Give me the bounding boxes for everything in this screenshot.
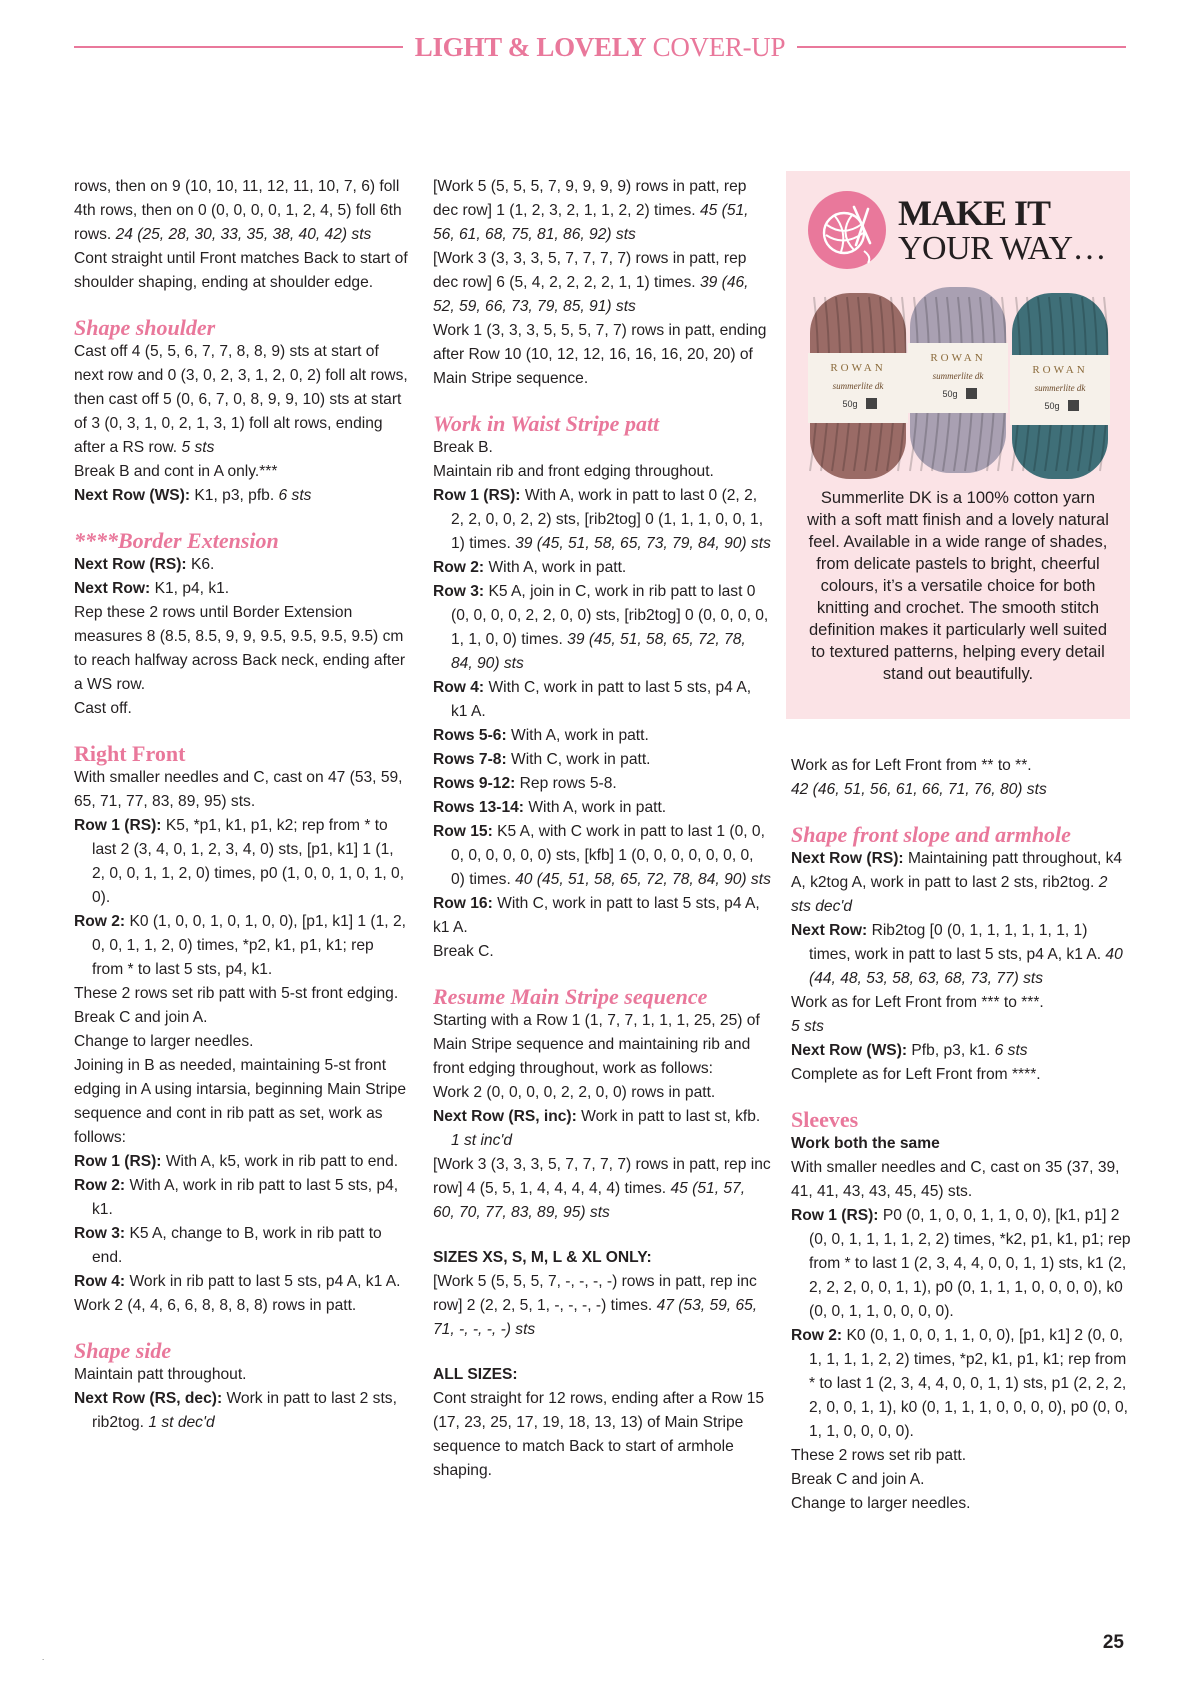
row-text: Maintaining patt throughout, k4 A, k2tog A, work in patt to last 2 sts, rib2tog. [791,850,1123,891]
row-text: K0 (0, 1, 0, 0, 1, 1, 0, 0), [p1, k1] 2 (0, 0, 1, 1, 1, 1, 2, 2) times, *p2, k1, p1, k1; rep from * to last 1 (2, 3, 4, 4, 0, 0, 1, 1) sts, p1 (2, 2, 2, 2, 0, 0, 1, 1), k0 (0, 1, 1, 1, 0, 0, 0, 0), p0 (0, 0, 1, 1, 0, 0, 0, 0). [809,1327,1128,1440]
stitch-count: 45 (51, 57, 60, 70, 77, 83, 89, 95) sts [433,1180,746,1221]
row-label: Row 4: [433,679,485,696]
row-label: Row 2: [74,913,126,930]
instruction-text [74,175,409,247]
instruction-row [74,1387,409,1435]
instruction-text [74,460,409,484]
stitch-count: 39 (45, 51, 58, 65, 72, 78, 84, 90) sts [451,631,746,672]
instruction-text [791,1444,1131,1468]
size-caption: ALL SIZES: [433,1366,518,1383]
yarn-skeins-image [806,283,1110,481]
row-text: With A, k5, work in rib patt to end. [161,1153,399,1170]
instruction-text [791,1492,1131,1516]
row-text: Rep these 2 rows until Border Extension measures 8 (8.5, 8.5, 9, 9, 9.5, 9.5, 9.5, 9.5) cm to reach halfway across Back neck, ending after a WS row. [74,604,406,693]
row-label: Row 1 (RS): [74,1153,162,1170]
section-heading: Shape front slope and armhole [791,822,1071,847]
instruction-text [74,1294,409,1318]
instruction-row [791,919,1131,991]
row-text: Work 2 (4, 4, 6, 6, 8, 8, 8, 8) rows in patt. [74,1297,357,1314]
row-label: Rows 7-8: [433,751,507,768]
instruction-row [791,1324,1131,1444]
column-left [74,175,409,1435]
instruction-text [433,1081,771,1105]
make-it-your-way-box [786,171,1130,719]
yarn-skein [1010,293,1110,479]
instruction-text [433,1153,771,1225]
stitch-count: 47 (53, 59, 65, 71, -, -, -, -) sts [433,1297,758,1338]
column-right [791,754,1131,1516]
row-label: Row 2: [74,1177,126,1194]
row-text: With smaller needles and C, cast on 35 (37, 39, 41, 41, 43, 43, 45, 45) sts. [791,1159,1120,1200]
yarn-brand-label: ROWAN [930,352,986,364]
row-text: [Work 5 (5, 5, 5, 7, -, -, -, -) rows in patt, rep inc row] 2 (2, 2, 5, 1, -, -, -, -) times. [433,1273,757,1314]
yarn-skein [808,293,908,479]
row-text: Break C and join A. [74,1009,208,1026]
row-text: [Work 3 (3, 3, 3, 5, 7, 7, 7, 7) rows in patt, rep inc row] 4 (5, 5, 1, 4, 4, 4, 4, 4) times. [433,1156,771,1197]
instruction-row [74,1150,409,1174]
yarn-name-label: summerlite dk [1034,383,1086,393]
stitch-count: 5 sts [181,439,215,456]
row-label: Rows 9-12: [433,775,516,792]
row-text: With A, work in rib patt to last 5 sts, p4, k1. [92,1177,399,1218]
row-text: With C, work in patt to last 5 sts, p4 A, k1 A. [433,895,760,936]
row-text: Cast off 4 (5, 5, 6, 7, 7, 8, 8, 9) sts at start of next row and 0 (3, 0, 2, 3, 1, 2, 0, 2) foll alt rows, then cast off 5 (0, 6, 7, 0, 8, 9, 9, 10) sts at start of 3 (0, 3, 1, 0, 2, 1, 3, 1) foll alt rows, ending after a RS row. [74,343,408,456]
row-label: Row 16: [433,895,493,912]
section-heading: Shape side [74,1338,172,1363]
row-text: Work 2 (0, 0, 0, 0, 2, 2, 0, 0) rows in patt. [433,1084,716,1101]
pattern-title-rest: COVER-UP [652,31,786,62]
stitch-count: 40 (45, 51, 58, 65, 72, 78, 84, 90) sts [515,871,771,888]
stitch-count: 6 sts [994,1042,1028,1059]
instruction-row [74,1270,409,1294]
qr-code-icon [866,398,877,409]
yarn-skein [908,287,1008,473]
row-label: Next Row (WS): [74,487,191,504]
section-heading: Work in Waist Stripe patt [433,411,660,436]
row-text: Complete as for Left Front from ****. [791,1066,1041,1083]
qr-code-icon [1068,400,1079,411]
row-label: Next Row (WS): [791,1042,908,1059]
instruction-text [433,1009,771,1081]
row-label: Rows 5-6: [433,727,507,744]
row-label: Row 15: [433,823,493,840]
row-label: Rows 13-14: [433,799,524,816]
row-text: With C, work in patt. [506,751,651,768]
instruction-row [433,484,771,556]
box-blurb: Summerlite DK is a 100% cotton yarn with a soft matt finish and a lovely natural feel. Available in a wide range of shades, from delicate pastels to bright, cheerful colours, it’s a versatile choice for both knitting and crochet. The smooth stitch definition makes it particularly well suited to textured patterns, helping every detail stand out beautifully. [807,489,1109,683]
row-label: Row 2: [433,559,485,576]
instruction-text [74,601,409,697]
instruction-text [433,940,771,964]
instruction-text [74,1363,409,1387]
row-label: Next Row: [74,580,151,597]
row-text: K1, p4, k1. [150,580,230,597]
instruction-text [791,1156,1131,1204]
stitch-count: 40 (44, 48, 53, 58, 63, 68, 73, 77) sts [809,946,1123,987]
instruction-text [791,1015,1131,1039]
instruction-row [433,580,771,676]
row-text: K1, p3, pfb. [190,487,279,504]
stitch-count: 1 st dec'd [148,1414,215,1431]
stitch-count: 2 sts dec'd [791,874,1108,915]
row-label: Next Row (RS): [74,556,187,573]
instruction-text [74,766,409,814]
stitch-count: 6 sts [278,487,312,504]
row-text: K5 A, with C work in patt to last 1 (0, 0, 0, 0, 0, 0, 0, 0) sts, [kfb] 1 (0, 0, 0, 0, 0, 0, 0, 0) times. [451,823,765,888]
instruction-text [74,577,409,601]
stitch-count: 39 (46, 52, 59, 66, 73, 79, 85, 91) sts [433,274,749,315]
row-text: Work in patt to last 2 sts, rib2tog. [92,1390,397,1431]
row-label: Next Row (RS, inc): [433,1108,577,1125]
row-text: K5 A, change to B, work in rib patt to end. [92,1225,382,1266]
instruction-row [74,814,409,910]
box-heading-line2: YOUR WAY… [898,230,1107,267]
row-text: Work as for Left Front from ** to **. [791,757,1032,774]
corner-mark: . [42,1653,45,1662]
instruction-text [791,754,1131,778]
instruction-text [433,1387,771,1483]
row-text: Break B. [433,439,493,456]
header-rule-right [797,46,1126,48]
yarn-brand-label: ROWAN [830,362,886,374]
stitch-count: 42 (46, 51, 56, 61, 66, 71, 76, 80) sts [791,781,1047,798]
header-rule-left [74,46,403,48]
row-text: K5 A, join in C, work in rib patt to last 0 (0, 0, 0, 0, 2, 2, 0, 0) sts, [rib2tog] 0 (0, 0, 0, 0, 1, 1, 0, 0) times. [451,583,769,648]
yarn-name-label: summerlite dk [832,381,884,391]
instruction-text [74,1006,409,1030]
instruction-text [74,1054,409,1150]
pattern-title [403,32,797,63]
row-text: Break C and join A. [791,1471,925,1488]
yarn-weight-label: 50g [1044,401,1060,411]
row-label: Row 3: [74,1225,126,1242]
row-text: [Work 3 (3, 3, 3, 5, 7, 7, 7, 7) rows in patt, rep dec row] 6 (5, 4, 2, 2, 2, 2, 1, 1) times. [433,250,747,291]
row-label: Row 1 (RS): [791,1207,879,1224]
instruction-row [74,1174,409,1222]
row-label: Row 1 (RS): [74,817,162,834]
instruction-text [791,991,1131,1015]
section-heading: Sleeves [791,1107,859,1132]
row-text: With A, work in patt. [524,799,667,816]
row-text: Starting with a Row 1 (1, 7, 7, 1, 1, 1, 25, 25) of Main Stripe sequence and maintaining rib and front edging throughout, work as follows: [433,1012,760,1077]
row-text: Maintain rib and front edging throughout. [433,463,714,480]
row-label: Work both the same [791,1135,940,1152]
row-text: K5, *p1, k1, p1, k2; rep from * to last 2 (3, 4, 0, 1, 2, 3, 4, 0) sts, [p1, k1] 1 (1, 2, 0, 0, 1, 1, 2, 0) times, p0 (1, 0, 0, 1, 0, 1, 0, 0). [92,817,405,906]
row-text: These 2 rows set rib patt. [791,1447,967,1464]
instruction-text [433,247,771,319]
row-text: Break C. [433,943,494,960]
row-text: Cont straight for 12 rows, ending after a Row 15 (17, 23, 25, 17, 19, 18, 13, 13) of Main Stripe sequence to match Back to start of armhole shaping. [433,1390,765,1479]
row-label: Row 2: [791,1327,843,1344]
row-text: Change to larger needles. [74,1033,254,1050]
row-text: Rib2tog [0 (0, 1, 1, 1, 1, 1, 1, 1) times, work in patt to last 5 sts, p4 A, k1 A. [809,922,1106,963]
row-text: With A, work in patt. [484,559,627,576]
row-text: With C, work in patt to last 5 sts, p4 A, k1 A. [451,679,752,720]
instruction-text [74,247,409,295]
row-label: Next Row (RS): [791,850,904,867]
instruction-row [433,1105,771,1153]
row-text: Change to larger needles. [791,1495,971,1512]
instruction-text [791,1063,1131,1087]
instruction-text [433,436,771,460]
instruction-text [791,847,1131,919]
row-text: Work in rib patt to last 5 sts, p4 A, k1 A. [125,1273,401,1290]
stitch-count: 39 (45, 51, 58, 65, 73, 79, 84, 90) sts [515,535,771,552]
row-text: With smaller needles and C, cast on 47 (53, 59, 65, 71, 77, 83, 89, 95) sts. [74,769,403,810]
yarn-brand-label: ROWAN [1032,364,1088,376]
instruction-text [433,319,771,391]
instruction-row [433,796,771,820]
row-label: Row 4: [74,1273,126,1290]
instruction-text [791,778,1131,802]
row-text: Break B and cont in A only.*** [74,463,278,480]
instruction-row [433,676,771,724]
instruction-text [74,697,409,721]
row-text: P0 (0, 1, 0, 0, 1, 1, 0, 0), [k1, p1] 2 (0, 0, 1, 1, 1, 1, 2, 2) times, *k2, p1, k1, p1; rep from * to last 1 (2, 3, 4, 4, 0, 0, 1, 1) sts, k1 (2, 2, 2, 2, 0, 0, 1, 1), p0 (0, 1, 1, 1, 0, 0, 0, 0), k0 (0, 0, 1, 1, 0, 0, 0, 0). [809,1207,1131,1320]
row-text: Cont straight until Front matches Back to start of shoulder shaping, ending at shoulder edge. [74,250,408,291]
box-heading-line1: MAKE IT [898,193,1051,233]
instruction-row [433,556,771,580]
instruction-row [433,748,771,772]
row-text: Maintain patt throughout. [74,1366,247,1383]
section-heading: ****Border Extension [74,528,279,553]
row-text: rows, then on 9 (10, 10, 11, 12, 11, 10, 7, 6) foll 4th rows, then on 0 (0, 0, 0, 0, 1, 2, 4, 5) foll 6th rows. [74,178,402,243]
instruction-text [433,1270,771,1342]
section-heading: Right Front [74,741,186,766]
row-text: Rep rows 5-8. [515,775,617,792]
stitch-count: 24 (25, 28, 30, 33, 35, 38, 40, 42) sts [115,226,372,243]
instruction-row [433,724,771,748]
yarn-weight-label: 50g [942,389,958,399]
box-heading [898,195,1106,267]
instruction-row [74,1222,409,1270]
stitch-count: 5 sts [791,1018,824,1035]
row-text: Work 1 (3, 3, 3, 5, 5, 5, 7, 7) rows in patt, ending after Row 10 (10, 12, 12, 16, 16, 16, 20, 20) of Main Stripe sequence. [433,322,767,387]
instruction-row [433,820,771,892]
instruction-text [791,1132,1131,1156]
row-text: These 2 rows set rib patt with 5-st front edging. [74,985,399,1002]
row-label: Next Row: [791,922,868,939]
row-text: With A, work in patt to last 0 (2, 2, 2, 2, 0, 0, 2, 2) sts, [rib2tog] 0 (1, 1, 1, 0, 0, 1, 1) times. [451,487,764,552]
page-header [74,30,1126,64]
instruction-text [791,1039,1131,1063]
instruction-text [433,460,771,484]
row-label: Row 1 (RS): [433,487,521,504]
instruction-row [74,910,409,982]
row-label: Next Row (RS, dec): [74,1390,223,1407]
row-text: [Work 5 (5, 5, 5, 7, 9, 9, 9, 9) rows in patt, rep dec row] 1 (1, 2, 3, 2, 1, 1, 2, 2) times. [433,178,747,219]
row-text: Work in patt to last st, kfb. [576,1108,761,1125]
row-text: Cast off. [74,700,132,717]
yarn-ball-icon [808,191,886,269]
row-text: Joining in B as needed, maintaining 5-st front edging in A using intarsia, beginning Main Stripe sequence and cont in rib patt as set, work as follows: [74,1057,407,1146]
yarn-name-label: summerlite dk [932,371,984,381]
size-caption: SIZES XS, S, M, L & XL ONLY: [433,1249,652,1266]
instruction-text [433,175,771,247]
instruction-row [791,1204,1131,1324]
page-number: 25 [1102,1632,1124,1653]
row-text: K6. [186,556,215,573]
row-text: With A, work in patt. [506,727,649,744]
section-heading: Resume Main Stripe sequence [433,984,708,1009]
yarn-weight-label: 50g [842,399,858,409]
instruction-text [791,1468,1131,1492]
section-heading: Shape shoulder [74,315,216,340]
instruction-row [433,772,771,796]
row-label: Row 3: [433,583,485,600]
row-text: K0 (1, 0, 0, 1, 0, 1, 0, 0), [p1, k1] 1 (1, 2, 0, 0, 1, 1, 2, 0) times, *p2, k1, p1, k1; rep from * to last 5 sts, p4, k1. [92,913,406,978]
instruction-text [433,892,771,940]
stitch-count: 45 (51, 56, 61, 68, 75, 81, 86, 92) sts [433,202,749,243]
instruction-text [74,484,409,508]
pattern-title-bold: LIGHT & LOVELY [414,31,647,62]
qr-code-icon [966,388,977,399]
instruction-text [74,340,409,460]
row-text: Work as for Left Front from *** to ***. [791,994,1044,1011]
row-text: Pfb, p3, k1. [907,1042,995,1059]
instruction-text [74,1030,409,1054]
instruction-text [74,982,409,1006]
instruction-text [74,553,409,577]
column-middle [433,175,771,1483]
stitch-count: 1 st inc'd [451,1132,513,1149]
